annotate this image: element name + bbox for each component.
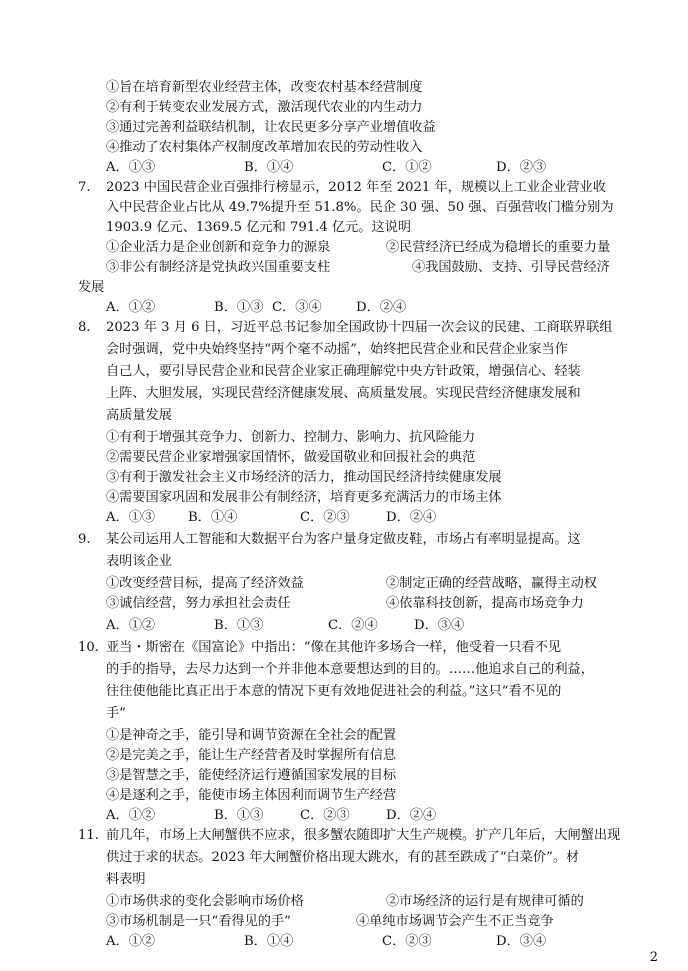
q11-item-1: ①市场供求的变化会影响市场价格: [106, 894, 304, 909]
q8-number: 8.: [78, 320, 91, 335]
q11-option-a: A．①②: [106, 934, 156, 949]
q8-item-4: ④需要国家巩固和发展非公有制经济，培育更多充满活力的市场主体: [106, 490, 502, 505]
q7-number: 7.: [78, 180, 91, 195]
q6-item-3: ③通过完善利益联结机制，让农民更多分享产业增值收益: [106, 120, 436, 135]
q7-option-c: C．③④: [272, 300, 322, 315]
q7-stem-3: 1903.9 亿元、1369.5 亿元和 791.4 亿元。这说明: [106, 220, 412, 235]
q10-option-d: D．②④: [386, 808, 437, 823]
q9-option-c: C．②④: [328, 618, 378, 633]
q9-option-d: D．③④: [414, 618, 465, 633]
q11-item-2: ②市场经济的运行是有规律可循的: [386, 894, 584, 909]
q10-stem-1: 亚当・斯密在《国富论》中指出：“像在其他许多场合一样，他受着一只看不见: [106, 640, 562, 655]
q8-stem-3: 自己人，要引导民营企业和民营企业家正确理解党中央方针政策，增强信心、轻装: [106, 364, 581, 379]
q7-item-3: ③非公有制经济是党执政兴国重要支柱: [106, 260, 331, 275]
q7-item-4: ④我国鼓励、支持、引导民营经济: [412, 260, 610, 275]
q11-number: 11.: [78, 828, 99, 843]
q10-item-1: ①是神奇之手，能引导和调节资源在全社会的配置: [106, 728, 397, 743]
q7-option-a: A．①②: [106, 300, 156, 315]
q8-option-d: D．②④: [386, 510, 437, 525]
q9-item-2: ②制定正确的经营战略，赢得主动权: [386, 576, 597, 591]
q8-item-3: ③有利于激发社会主义市场经济的活力，推动国民经济持续健康发展: [106, 470, 502, 485]
q7-item-1: ①企业活力是企业创新和竞争力的源泉: [106, 240, 331, 255]
q8-item-1: ①有利于增强其竞争力、创新力、控制力、影响力、抗风险能力: [106, 430, 476, 445]
q6-option-d: D．②③: [496, 160, 547, 175]
q11-option-d: D．③④: [496, 934, 547, 949]
q10-option-a: A．①②: [106, 808, 156, 823]
q7-option-b: B．①③: [214, 300, 264, 315]
q8-option-c: C．②③: [300, 510, 350, 525]
q9-option-b: B．①③: [214, 618, 264, 633]
q8-stem-2: 会时强调，党中央始终坚持“两个毫不动摇”，始终把民营企业和民营企业家当作: [106, 342, 568, 357]
q7-item-4-continued: 发展: [78, 280, 105, 295]
q6-option-c: C．①②: [382, 160, 432, 175]
q9-item-4: ④依靠科技创新，提高市场竞争力: [386, 596, 584, 611]
q7-stem-2: 入中民营企业占比从 49.7%提升至 51.8%。民企 30 强、50 强、百强营收门槛分别为: [106, 200, 614, 215]
q11-stem-3: 料表明: [106, 872, 146, 887]
q10-number: 10.: [78, 640, 99, 655]
q7-option-d: D．②④: [356, 300, 407, 315]
q11-option-b: B．①④: [244, 934, 294, 949]
q9-stem-1: 某公司运用人工智能和大数据平台为客户量身定做皮鞋，市场占有率明显提高。这: [106, 532, 581, 547]
q8-option-b: B．①④: [188, 510, 238, 525]
q7-item-2: ②民营经济已经成为稳增长的重要力量: [386, 240, 611, 255]
q9-number: 9.: [78, 532, 91, 547]
q11-stem-2: 供过于求的状态。2023 年大闸蟹价格出现大跳水，有的甚至跌成了“白菜价”。材: [106, 850, 580, 865]
q6-option-b: B．①④: [244, 160, 294, 175]
q10-option-c: C．②③: [300, 808, 350, 823]
q8-stem-1: 2023 年 3 月 6 日，习近平总书记参加全国政协十四届一次会议的民建、工商联界联组: [106, 320, 613, 335]
q11-option-c: C．②③: [382, 934, 432, 949]
q10-item-4: ④是逐利之手，能使市场主体因利而调节生产经营: [106, 788, 397, 803]
q10-stem-4: 手”: [106, 706, 126, 721]
q10-stem-2: 的手的指导，去尽力达到一个并非他本意要想达到的目的。……他追求自己的利益，: [106, 662, 594, 677]
q6-item-2: ②有利于转变农业发展方式，激活现代农业的内生动力: [106, 100, 423, 115]
q6-item-4: ④推动了农村集体产权制度改革增加农民的劳动性收入: [106, 140, 423, 155]
q9-item-1: ①改变经营目标，提高了经济效益: [106, 576, 304, 591]
q9-item-3: ③诚信经营，努力承担社会责任: [106, 596, 291, 611]
q9-stem-2: 表明该企业: [106, 554, 172, 569]
q8-option-a: A．①③: [106, 510, 156, 525]
q8-stem-5: 高质量发展: [106, 408, 172, 423]
q7-stem-1: 2023 中国民营企业百强排行榜显示，2012 年至 2021 年，规模以上工业企业营业收: [106, 180, 606, 195]
q10-stem-3: 往往使他能比真正出于本意的情况下更有效地促进社会的利益。”这只“看不见的: [106, 684, 562, 699]
q8-stem-4: 上阵、大胆发展，实现民营经济健康发展、高质量发展。实现民营经济健康发展和: [106, 386, 581, 401]
q8-item-2: ②需要民营企业家增强家国情怀，做爱国敬业和回报社会的典范: [106, 450, 476, 465]
page-number: 2: [649, 950, 658, 965]
q10-item-2: ②是完美之手，能让生产经营者及时掌握所有信息: [106, 748, 397, 763]
q11-stem-1: 前几年，市场上大闸蟹供不应求，很多蟹农随即扩大生产规模。扩产几年后，大闸蟹出现: [106, 828, 621, 843]
q11-item-4: ④单纯市场调节会产生不正当竞争: [356, 914, 554, 929]
q6-option-a: A．①③: [106, 160, 156, 175]
q9-option-a: A．①②: [106, 618, 156, 633]
q11-item-3: ③市场机制是一只“看得见的手”: [106, 914, 291, 929]
q6-item-1: ①旨在培育新型农业经营主体，改变农村基本经营制度: [106, 80, 423, 95]
q10-option-b: B．①③: [214, 808, 264, 823]
q10-item-3: ③是智慧之手，能使经济运行遵循国家发展的目标: [106, 768, 397, 783]
